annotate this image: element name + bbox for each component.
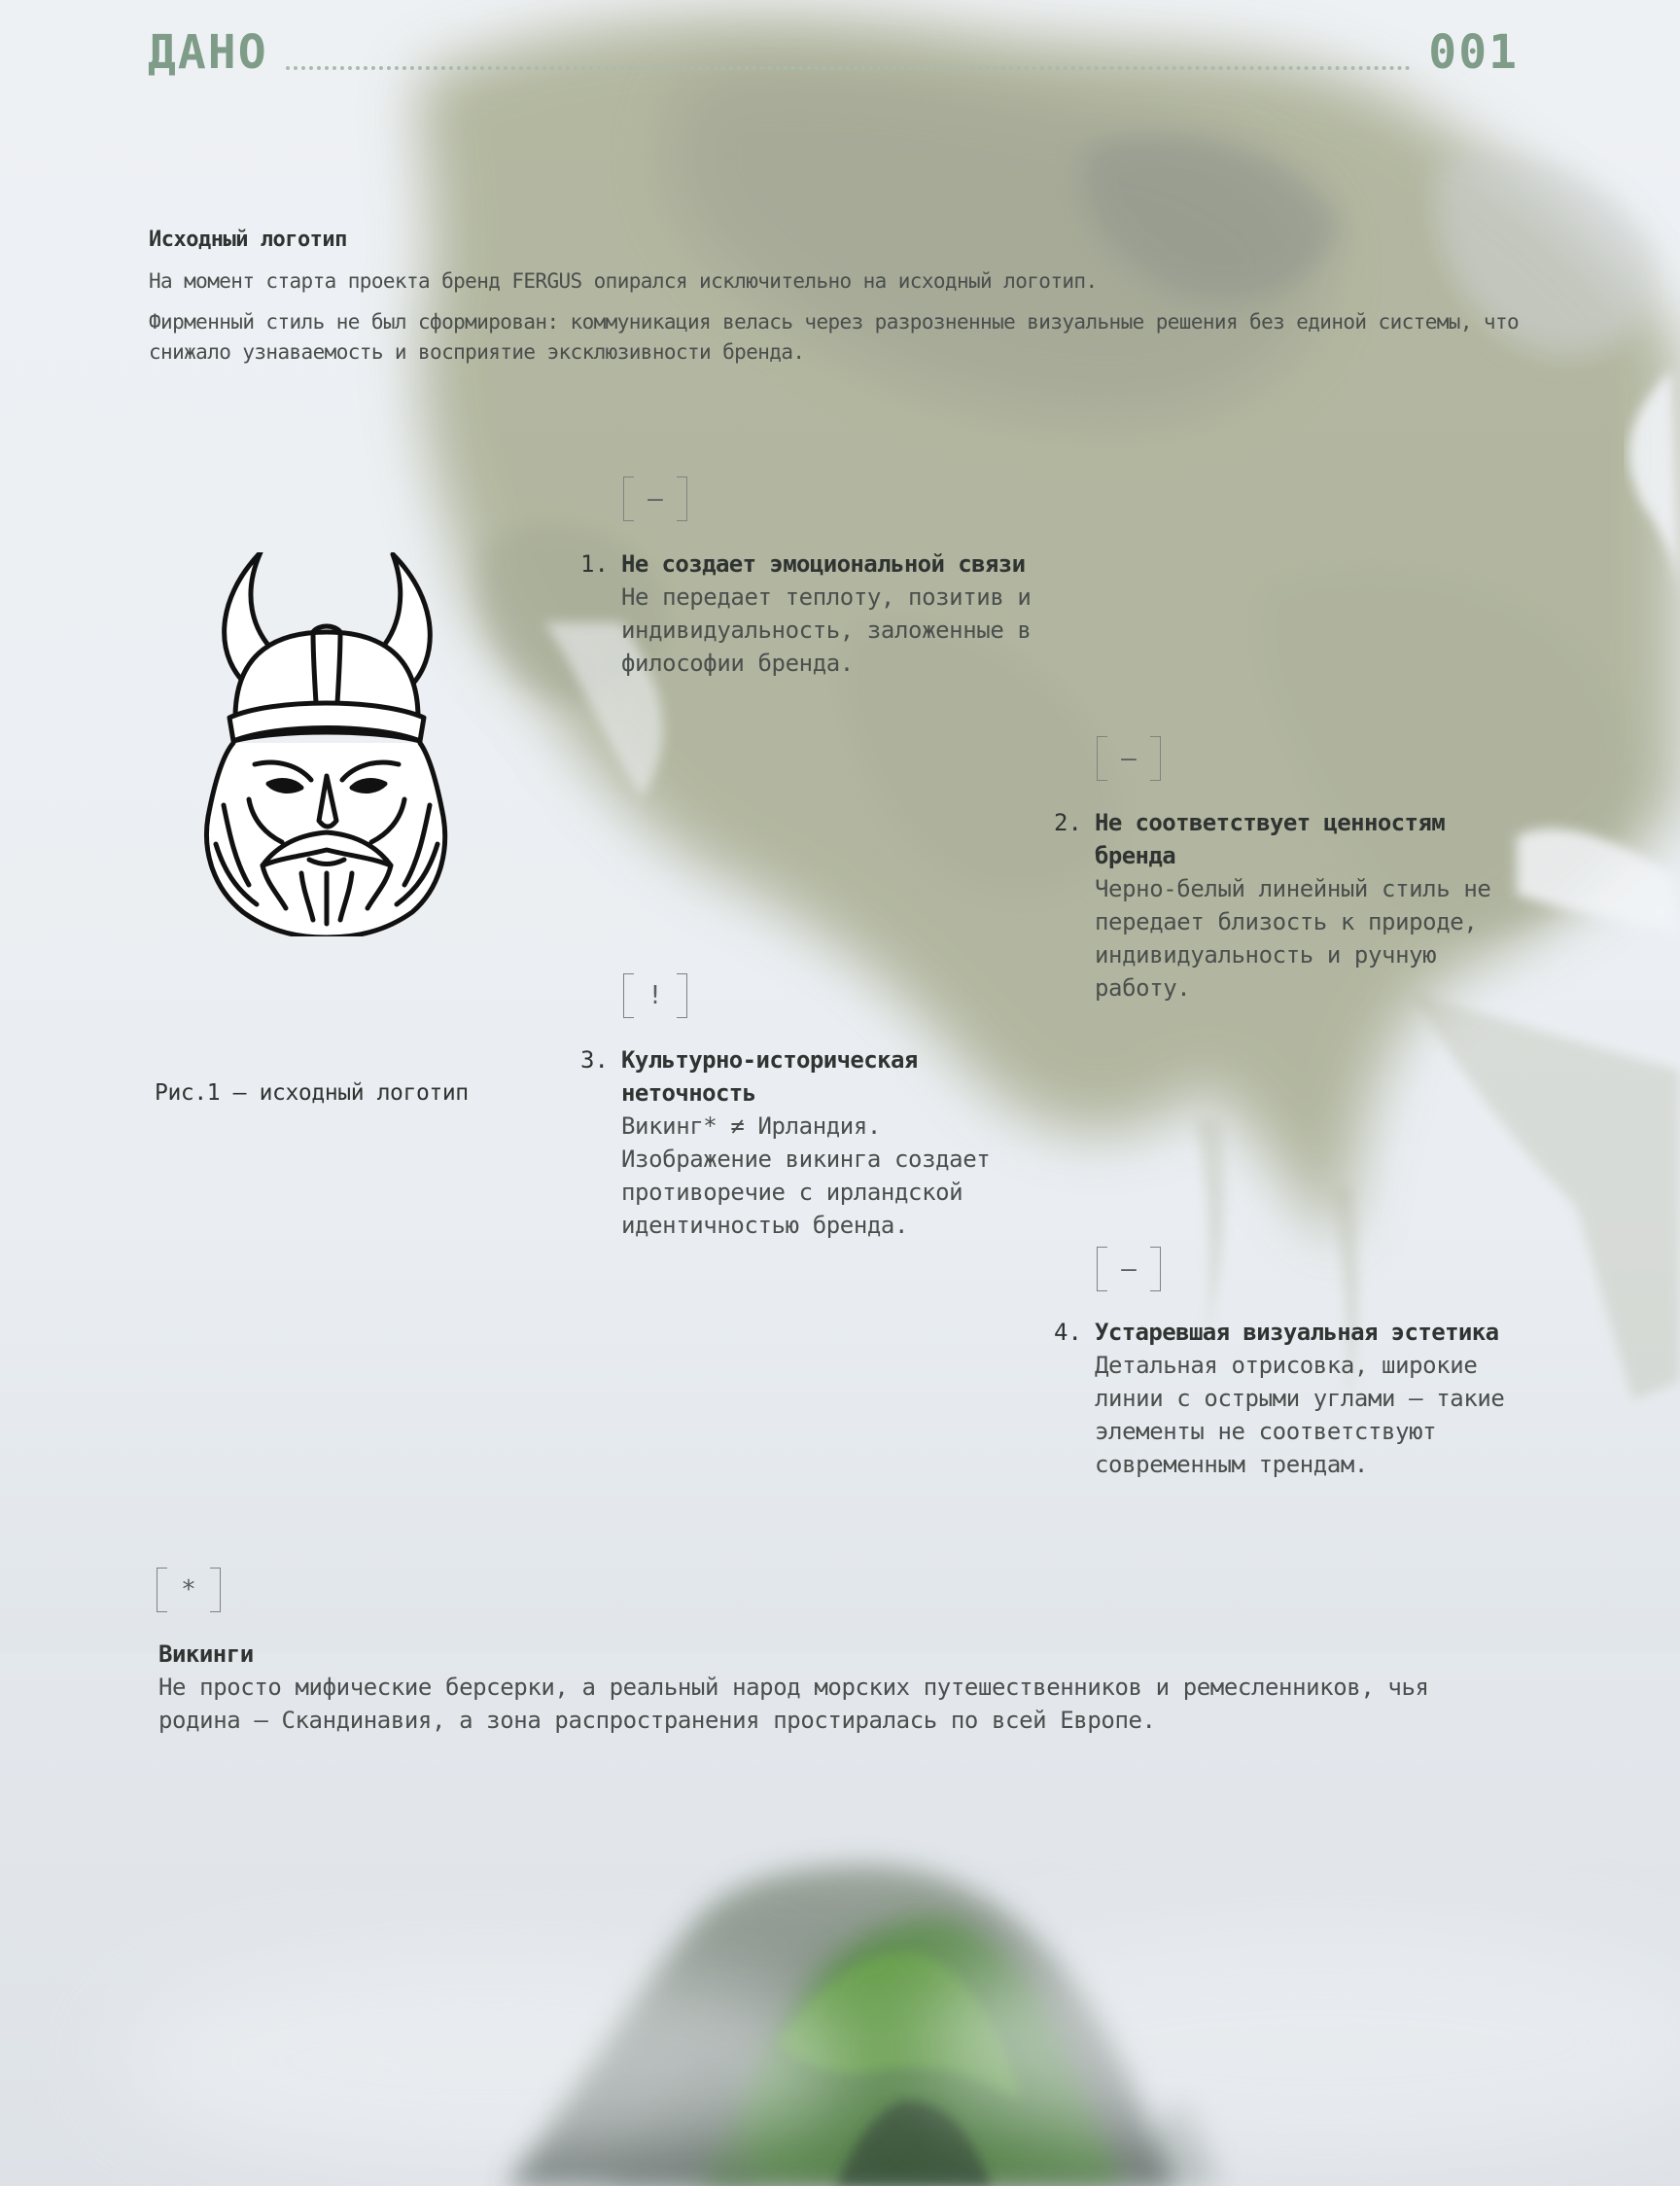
item-number: 1. xyxy=(580,550,609,578)
item-3-marker xyxy=(623,973,687,1018)
item-4-marker xyxy=(1097,1247,1161,1291)
item-4-marker-symbol: — xyxy=(1121,1254,1137,1284)
item-2-marker xyxy=(1097,736,1161,781)
item-title: Не создает эмоциональной связи xyxy=(621,550,1026,578)
item-number: 4. xyxy=(1054,1319,1082,1346)
footnote-text: Не просто мифические берсерки, а реальный народ морских путешественников и ремесленников, чья родина — Скандинавия, а зона распространения простиралась по всей Европе. xyxy=(158,1674,1429,1734)
footnote-marker xyxy=(157,1568,221,1612)
item-text: Не передает теплоту, позитив и индивидуальность, заложенные в философии бренда. xyxy=(621,583,1032,677)
intro-heading: Исходный логотип xyxy=(149,228,347,252)
item-number: 2. xyxy=(1054,809,1082,836)
intro-paragraph: Фирменный стиль не был сформирован: коммуникация велась через разрозненные визуальные решения без единой системы, что снижало узнаваемость и восприятие эксклюзивности бренда. xyxy=(149,310,1520,364)
item-text: Черно-белый линейный стиль не передает близость к природе, индивидуальность и ручную работу. xyxy=(1095,875,1491,1002)
footnote xyxy=(158,1638,1520,1737)
problem-item-3 xyxy=(580,1043,1037,1242)
item-text: Детальная отрисовка, широкие линии с острыми углами — такие элементы не соответствуют современным трендам. xyxy=(1095,1352,1505,1478)
item-title: Не соответствует ценностям бренда xyxy=(1095,809,1446,869)
page-number: 001 xyxy=(1428,25,1519,80)
viking-head-logo-icon xyxy=(185,552,462,936)
footnote-marker-symbol: * xyxy=(181,1575,196,1604)
item-1-marker-symbol: — xyxy=(648,484,663,513)
item-1-marker xyxy=(623,476,687,521)
item-2-marker-symbol: — xyxy=(1121,744,1137,773)
section-title: ДАНО xyxy=(148,25,268,80)
item-number: 3. xyxy=(580,1046,609,1074)
intro-paragraph: На момент старта проекта бренд FERGUS опирался исключительно на исходный логотип. xyxy=(149,269,1098,293)
section-header xyxy=(148,18,1519,80)
footnote-heading: Викинги xyxy=(158,1640,254,1668)
problem-item-1 xyxy=(580,547,1037,680)
problem-item-4 xyxy=(1054,1316,1511,1481)
figure-caption: Рис.1 — исходный логотип xyxy=(155,1080,469,1106)
item-title: Устаревшая визуальная эстетика xyxy=(1095,1319,1499,1346)
item-3-marker-symbol: ! xyxy=(648,981,663,1010)
dotted-leader xyxy=(286,62,1412,70)
problem-item-2 xyxy=(1054,806,1511,1005)
intro-block xyxy=(149,228,1529,378)
item-text: Викинг* ≠ Ирландия. Изображение викинга создает противоречие с ирландской идентичностью бренда. xyxy=(621,1112,991,1239)
item-title: Культурно-историческая неточность xyxy=(621,1046,918,1107)
